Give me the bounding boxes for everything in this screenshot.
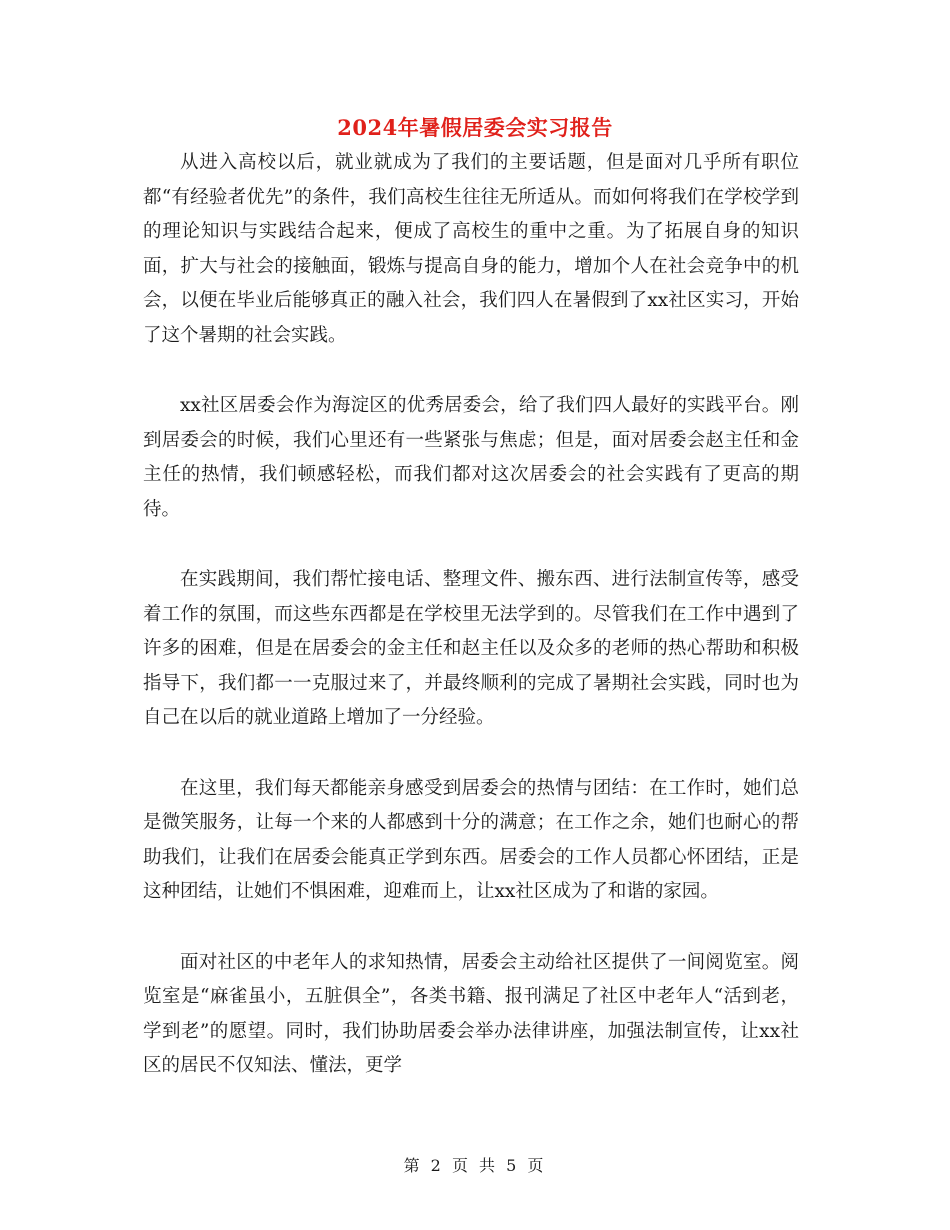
page-number-footer: 第 2 页 共 5 页 — [403, 1156, 547, 1175]
paragraph-3: 在实践期间，我们帮忙接电话、整理文件、搬东西、进行法制宣传等，感受着工作的氛围，而这些东西都是在学校里无法学到的。尽管我们在工作中遇到了许多的困难，但是在居委会的金主任和赵主任以及众多的老师的热心帮助和积极指导下，我们都一一克服过来了，并最终顺利的完成了暑期社会实践，同时也为自己在以后的就业道路上增加了一分经验。 — [143, 569, 799, 728]
paragraph-1: 从进入高校以后，就业就成为了我们的主要话题，但是面对几乎所有职位都“有经验者优先”的条件，我们高校生往往无所适从。而如何将我们在学校学到的理论知识与实践结合起来，便成了高校生的重中之重。为了拓展自身的知识面，扩大与社会的接触面，锻炼与提高自身的能力，增加个人在社会竞争中的机会，以便在毕业后能够真正的融入社会，我们四人在暑假到了xx社区实习，开始了这个暑期的社会实践。 — [143, 152, 799, 346]
paragraph-5: 面对社区的中老年人的求知热情，居委会主动给社区提供了一间阅览室。阅览室是“麻雀虽小，五脏俱全”，各类书籍、报刊满足了社区中老年人“活到老，学到老”的愿望。同时，我们协助居委会举办法律讲座，加强法制宣传，让xx社区的居民不仅知法、懂法，更学 — [143, 951, 799, 1076]
paragraph-4: 在这里，我们每天都能亲身感受到居委会的热情与团结：在工作时，她们总是微笑服务，让每一个来的人都感到十分的满意；在工作之余，她们也耐心的帮助我们，让我们在居委会能真正学到东西。居委会的工作人员都心怀团结，正是这种团结，让她们不惧困难，迎难而上，让xx社区成为了和谐的家园。 — [143, 777, 799, 902]
document-title: 2024年暑假居委会实习报告 — [337, 115, 613, 140]
document-body — [143, 146, 799, 1120]
paragraph-2: xx社区居委会作为海淀区的优秀居委会，给了我们四人最好的实践平台。刚到居委会的时候，我们心里还有一些紧张与焦虑；但是，面对居委会赵主任和金主任的热情，我们顿感轻松，而我们都对这次居委会的社会实践有了更高的期待。 — [143, 395, 799, 520]
